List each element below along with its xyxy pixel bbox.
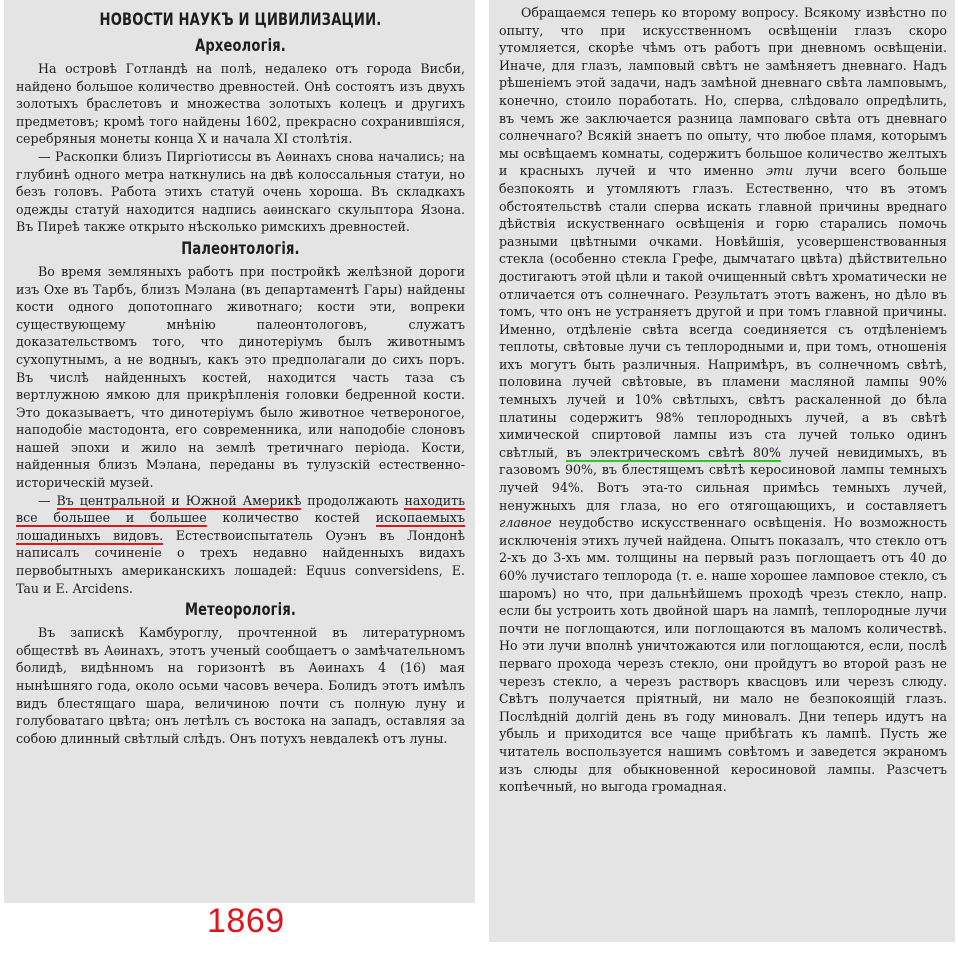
year-annotation: 1869 [207, 902, 285, 940]
left-newspaper-column [4, 0, 475, 903]
red-underlined-text: находить все большее и большее [16, 492, 465, 526]
article-paragraph: — Раскопки близъ Пиргіотиссы въ Аѳинахъ снова начались; на глубинѣ одного метра наткнулись на двѣ колоссальныя статуи, но безъ головъ. Работа этихъ статуй очень хороша. Въ складкахъ одежды статуй находится надпись аѳинскаго скульптора Язона. Въ Пиреѣ также открыто нѣсколько римскихъ древностей. [16, 148, 465, 235]
green-underlined-text: въ электрическомъ свѣтѣ 80% [566, 444, 781, 460]
red-underlined-text: Въ центральной и Южной Америкѣ [56, 492, 302, 508]
article-paragraph [499, 4, 947, 796]
red-underlined-text: ископаемыхъ лошадиныхъ видовъ. [16, 510, 465, 543]
paragraph-text: продолжають [301, 492, 405, 508]
article-paragraph: Во время земляныхъ работъ при постройкѣ желѣзной дороги изъ Охе въ Тарбъ, близъ Мэлана (въ департаментѣ Гары) найдены кости одного допотопнаго животнаго; кости эти, вопреки существующему мнѣнію палеонтологовъ, служатъ доказательствомъ того, что динотеріумъ былъ животнымъ сухопутнымъ, а не водныъ, какъ это предполагали до сихъ поръ. Въ числѣ найденныхъ костей, находится часть таза съ вертлужною ямкою для прикрѣпленія головки бедренной кости. Это доказываетъ, что динотеріумъ было животное четвероногое, наподобіе мастодонта, его современника, или наподобіе слоновъ нашей эпохи и жило на землѣ третичнаго періода. Кости, найденныя близъ Мэлана, переданы въ тулузскій естественно-историческій музей. [16, 263, 465, 491]
paragraph-text: лучи всего больше безпокоять и утомляютъ глазъ. Естественно, что въ этомъ обстоятельствѣ стали сперва искать главной причины вреднаго дѣйствія искуственнаго освѣщенія и горю старались помочь разными цвѣтными очками. Новѣйшія, усовершенствованныя стекла (особенно стекла Грефе, дымчатаго цвѣта) дѣйствительно достигаютъ этой цѣли и такой очищенный свѣтъ хроматически не отличается отъ солнечнаго. Результатъ этотъ важенъ, но дѣло въ томъ, что онъ не устраняетъ другой и при томъ главной причины. Именно, отдѣленіе свѣта всегда соединяется съ отдѣленіемъ теплоты, свѣтовые лучи съ теплородными и, при томъ, отношенія ихъ могутъ быть различныя. Напримѣръ, въ солнечномъ свѣтѣ, половина лучей свѣтовые, въ пламени масляной лампы 90% темныхъ лучей и 10% свѣтлыхъ, свѣтъ раскаленной до бѣла платины содержитъ 98% теплородныхъ лучей, а въ свѣтѣ химической спиртовой лампы изъ ста лучей только одинъ свѣтлый, [499, 163, 947, 460]
paragraph-text: Естествоиспытатель Оуэнъ въ Лондонѣ написалъ сочиненіе о трехъ недавно найденныхъ видахъ первобытныхъ американскихъ лошадей: Equus conversidens, E. Tau и E. Arcidens. [16, 527, 465, 596]
article-paragraph: На островѣ Готландѣ на полѣ, недалеко отъ города Висби, найдено большое количество древностей. Онѣ состоятъ изъ двухъ золотыхъ браслетовъ и множества золотыхъ колецъ и другихъ предметовъ; кромѣ того найдены 1602, прекрасно сохранившіяся, серебряныя монеты конца X и начала XI столѣтія. [16, 61, 465, 147]
paragraph-text: лучей невидимыхъ, въ газовомъ 90%, въ блестящемъ свѣтѣ керосиновой лампы темныхъ лучей 94%. Вотъ эта-то сильная примѣсь темныхъ лучей, ненужныхъ для глаза, но его отягощающихъ, и составляетъ [499, 444, 947, 513]
paragraph-text: неудобство искусственнаго освѣщенія. Но возможность исключенія этихъ лучей найдена. Опытъ показалъ, что стекло отъ 2-хъ до 3-хъ мм. толщины на первый разъ поглощаетъ отъ 40 до 60% лучистаго теплорода (т. е. наше хорошее ламповое стекло, съ шаромъ) но что, при дальнѣйшемъ проходѣ чрезъ стекло, напр. если бы устроить хоть двойной шаръ на лампѣ, теплородные лучи почти не поглощаются, или поглощаются въ маломъ количествѣ. Но эти лучи вполнѣ уничтожаются или поглощаются, если, послѣ перваго прохода черезъ стекло, они пройдутъ во второй разъ не черезъ стекло, а черезъ растворъ квасцовъ или черезъ слюду. Свѣтъ получается пріятный, ни мало не безпокоящій глазъ. Послѣдній долгій день въ году миновалъ. Дни теперь идутъ на убыль и приходится все чаще прибѣгать къ лампѣ. Пусть же читатель воспользуется нашимъ совѣтомъ и заведется экраномъ изъ слюды для обыкновенной керосиновой лампы. Разсчетъ копѣечный, но выгода громадная. [499, 515, 947, 795]
italic-text: главное [499, 515, 552, 531]
article-paragraph: Въ запискѣ Камбуроглу, прочтенной въ литературномъ обществѣ въ Аѳинахъ, этотъ ученый сообщаетъ о замѣчательномъ болидѣ, видѣнномъ на горизонтѣ въ Аѳинахъ 4 (16) мая нынѣшняго года, около осьми часовъ вечера. Болидъ этотъ имѣлъ видъ блестящаго шара, величиною почти съ полную луну и голубоватаго цвѣта; онъ летѣлъ съ востока на западъ, оставляя за собою длинный свѣтлый слѣдъ. Онъ потухъ невдалекѣ отъ луны. [16, 625, 465, 746]
highlighted-paragraph [16, 492, 465, 598]
section-heading-paleontology: Палеонтологія. [181, 238, 300, 258]
paragraph-text: Обращаемся теперь ко второму вопросу. Всякому извѣстно по опыту, что при искусственномъ освѣщеніи глазъ скоро утомляется, скорѣе чѣмъ отъ работъ при дневномъ освѣщеніи. Иначе, для глазъ, ламповый свѣтъ не замѣняетъ дневнаго. Надъ рѣшеніемъ этой задачи, надъ замѣной дневнаго свѣта ламповымъ, конечно, стоило поработать. Но, сперва, слѣдовало опредѣлить, въ чемъ же заключается разница ламповаго свѣта отъ дневнаго солнечнаго? Всякій знаетъ по опыту, что любое пламя, которымъ мы освѣщаемъ комнаты, содержитъ большое количество желтыхъ и красныхъ лучей и что именно [499, 5, 947, 179]
section-heading-meteorology: Метеорологія. [184, 600, 297, 620]
right-newspaper-column [489, 0, 955, 942]
paragraph-text: количество костей [206, 510, 376, 526]
italic-text: эти [765, 163, 794, 179]
section-heading-archaeology: Археологія. [195, 36, 286, 55]
page-title: НОВОСТИ НАУКЪ И ЦИВИЛИЗАЦИИ. [99, 10, 382, 30]
paragraph-prefix: — [38, 492, 57, 508]
